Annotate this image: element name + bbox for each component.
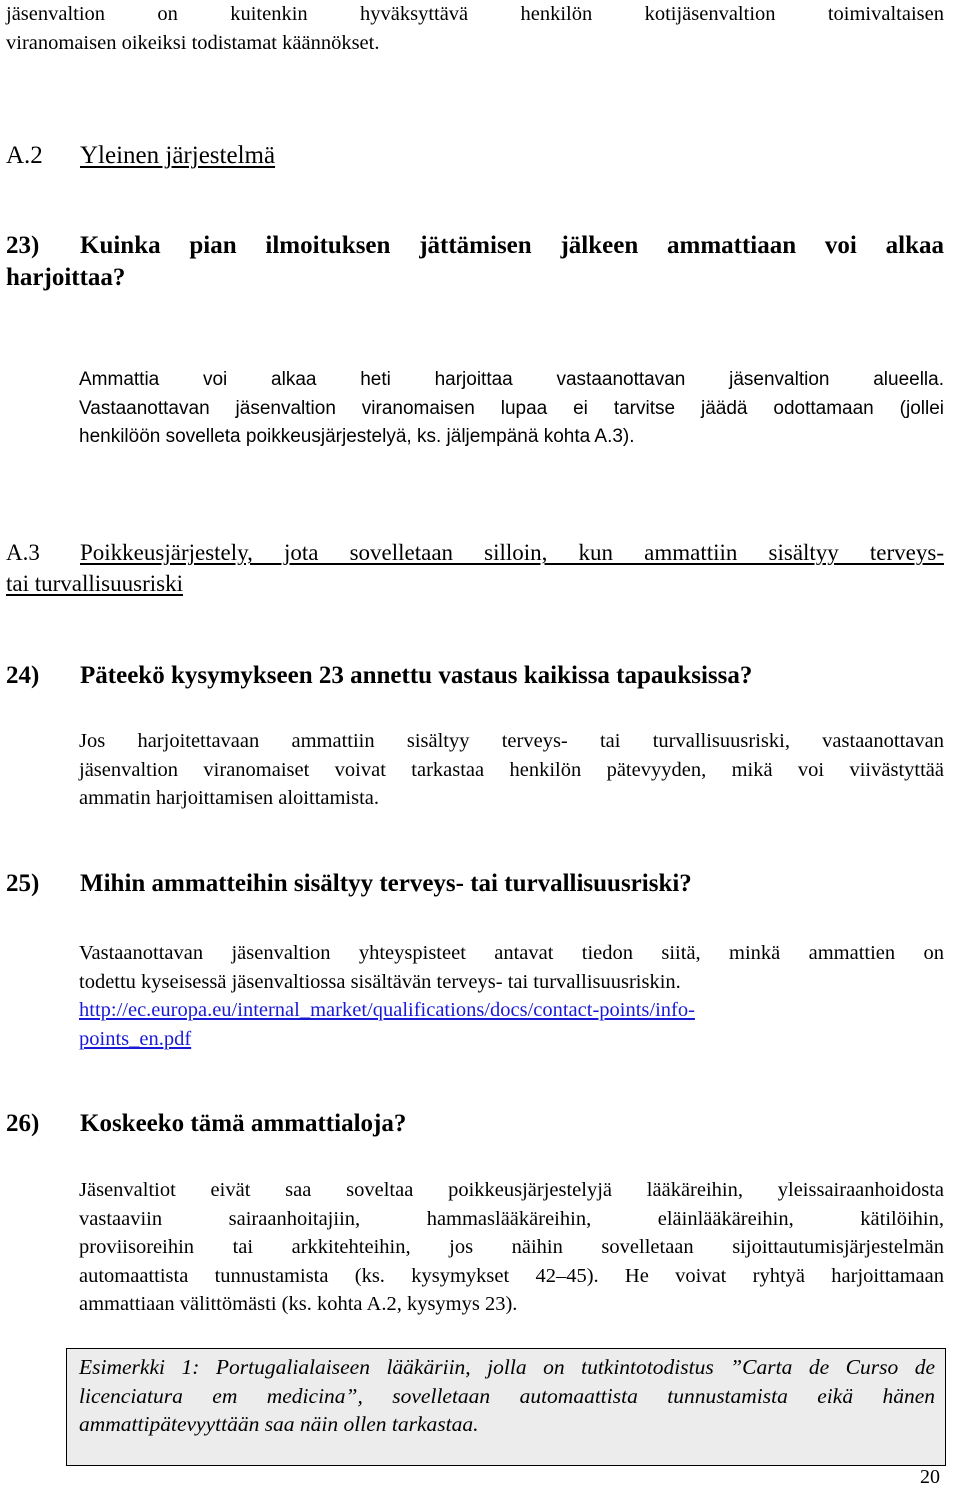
question-number: 23) bbox=[6, 232, 40, 259]
intro-paragraph bbox=[6, 0, 944, 57]
intro-line-1: jäsenvaltion on kuitenkin hyväksyttävä henkilön kotijäsenvaltion toimivaltaisen bbox=[6, 3, 944, 25]
answer-line-5: ammattiaan välittömästi (ks. kohta A.2, kysymys 23). bbox=[79, 1293, 518, 1315]
example-box bbox=[66, 1348, 946, 1466]
answer-line-2: jäsenvaltion viranomaiset voivat tarkastaa henkilön pätevyyden, mikä voi viivästyttää bbox=[79, 758, 944, 781]
question-title: Päteekö kysymykseen 23 annettu vastaus kaikissa tapauksissa? bbox=[80, 662, 753, 689]
question-25-heading bbox=[6, 868, 692, 900]
answer-line-3: proviisoreihin tai arkkitehteihin, jos näihin sovelletaan sijoittautumisjärjestelmän bbox=[79, 1236, 944, 1258]
question-25-answer bbox=[79, 939, 944, 1053]
answer-line-1: Jäsenvaltiot eivät saa soveltaa poikkeusjärjestelyjä lääkäreihin, yleissairaanhoidosta bbox=[79, 1179, 944, 1201]
question-24-heading bbox=[6, 660, 752, 692]
example-line-2: licenciatura em medicina”, sovelletaan automaattista tunnustamista eikä hänen bbox=[79, 1383, 935, 1408]
answer-line-2: Vastaanottavan jäsenvaltion viranomaisen lupaa ei tarvitse jäädä odottamaan (jollei bbox=[79, 397, 944, 419]
section-number: A.2 bbox=[6, 142, 43, 169]
question-23-heading bbox=[6, 230, 944, 294]
question-24-answer bbox=[79, 727, 944, 813]
answer-line-1: Vastaanottavan jäsenvaltion yhteyspisteet antavat tiedon siitä, minkä ammattien on bbox=[79, 942, 944, 964]
link-line-1[interactable]: http://ec.europa.eu/internal_market/qualifications/docs/contact-points/info- bbox=[79, 999, 695, 1021]
answer-line-3: ammatin harjoittamisen aloittamista. bbox=[79, 787, 380, 809]
question-26-answer bbox=[79, 1176, 944, 1319]
question-number: 25) bbox=[6, 870, 40, 897]
answer-line-1: Jos harjoitettavaan ammattiin sisältyy terveys- tai turvallisuusriski, vastaanottavan bbox=[79, 730, 944, 752]
question-23-answer bbox=[79, 366, 944, 452]
answer-line-1: Ammattia voi alkaa heti harjoittaa vastaanottavan jäsenvaltion alueella. bbox=[79, 369, 944, 390]
question-title-line-1: Kuinka pian ilmoituksen jättämisen jälkeen ammattiaan voi alkaa bbox=[80, 232, 944, 259]
intro-line-2: viranomaisen oikeiksi todistamat käännökset. bbox=[6, 31, 380, 54]
answer-line-4: automaattista tunnustamista (ks. kysymykset 42–45). He voivat ryhtyä harjoittamaan bbox=[79, 1264, 944, 1287]
answer-line-2: todettu kyseisessä jäsenvaltiossa sisältävän terveys- tai turvallisuusriskin. bbox=[79, 970, 681, 993]
section-heading-a3 bbox=[6, 537, 944, 599]
question-26-heading bbox=[6, 1108, 406, 1140]
question-number: 24) bbox=[6, 662, 40, 689]
question-title-line-2: harjoittaa? bbox=[6, 264, 126, 291]
question-title: Mihin ammatteihin sisältyy terveys- tai turvallisuusriski? bbox=[80, 870, 692, 897]
section-title-line-1: Poikkeusjärjestely, jota sovelletaan silloin, kun ammattiin sisältyy terveys- bbox=[80, 540, 944, 565]
example-line-3: ammattipätevyyttään saa näin ollen tarkastaa. bbox=[79, 1412, 479, 1436]
answer-line-2: vastaaviin sairaanhoitajiin, hammaslääkäreihin, eläinlääkäreihin, kätilöihin, bbox=[79, 1207, 944, 1230]
section-heading-a2 bbox=[6, 140, 275, 172]
question-number: 26) bbox=[6, 1110, 40, 1137]
section-title: Yleinen järjestelmä bbox=[80, 142, 276, 169]
contact-points-link-continued[interactable] bbox=[79, 1028, 191, 1050]
example-line-1: Esimerkki 1: Portugalialaiseen lääkäriin, jolla on tutkintotodistus ”Carta de Curso de bbox=[79, 1355, 935, 1379]
page-number: 20 bbox=[920, 1466, 940, 1488]
answer-line-3: henkilöön sovelleta poikkeusjärjestelyä, ks. jäljempänä kohta A.3). bbox=[79, 426, 635, 447]
link-line-2[interactable]: points_en.pdf bbox=[79, 1027, 192, 1050]
section-title-line-2: tai turvallisuusriski bbox=[6, 571, 183, 596]
question-title: Koskeeko tämä ammattialoja? bbox=[80, 1110, 407, 1137]
contact-points-link[interactable] bbox=[79, 999, 695, 1021]
section-number: A.3 bbox=[6, 540, 40, 565]
